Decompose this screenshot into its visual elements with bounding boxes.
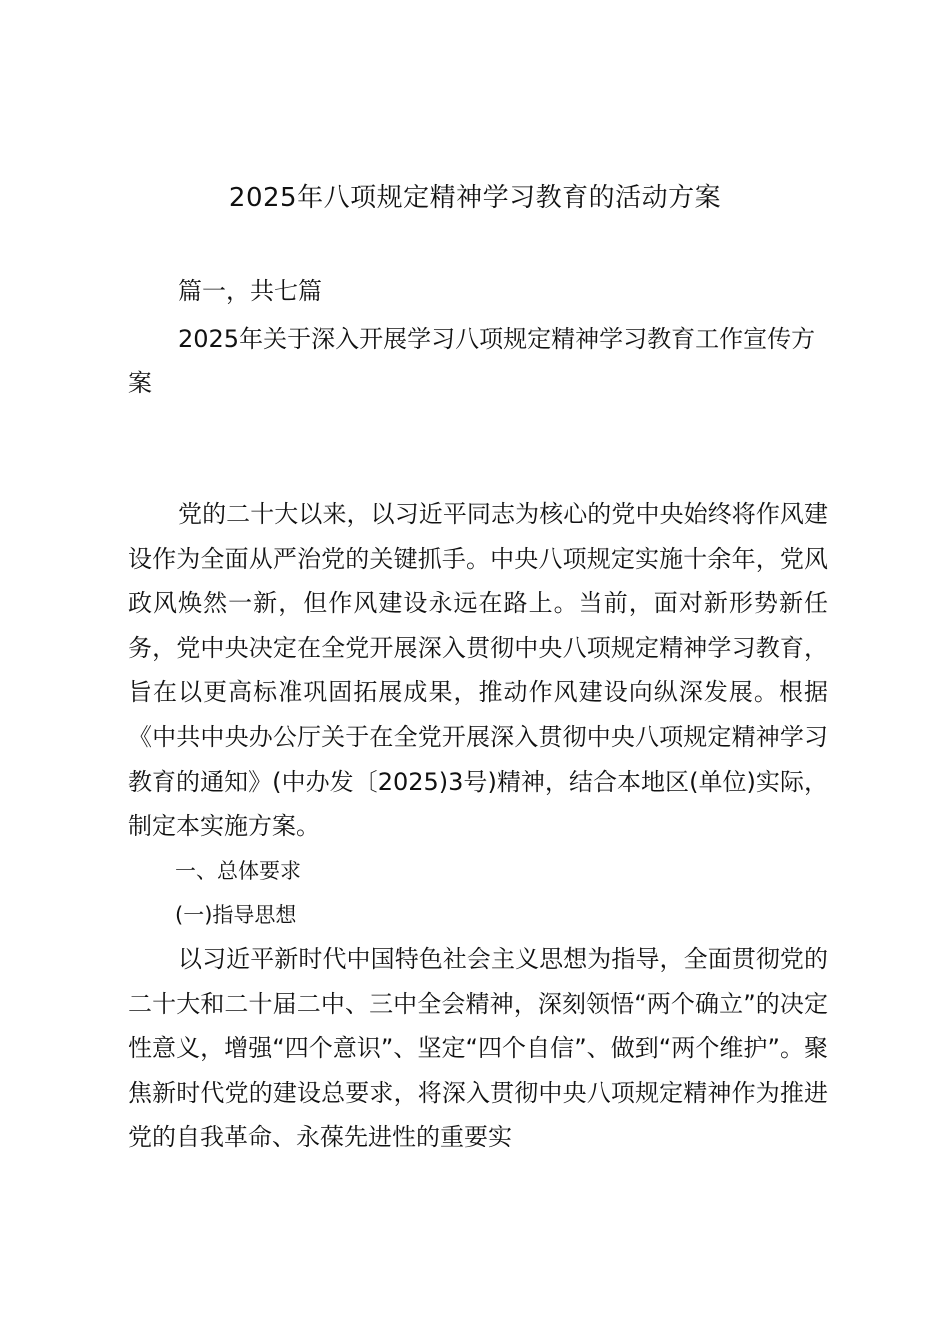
section-heading-general-requirements: 一、总体要求 <box>175 859 301 883</box>
part-label: 篇一，共七篇 <box>178 277 322 305</box>
document-title: 2025年八项规定精神学习教育的活动方案 <box>228 183 722 213</box>
subsection-heading-guiding-thought: (一)指导思想 <box>175 903 297 927</box>
guiding-thought-paragraph: 以习近平新时代中国特色社会主义思想为指导，全面贯彻党的二十大和二十届二中、三中全会精神，深刻领悟“两个确立”的决定性意义，增强“四个意识”、坚定“四个自信”、做到“两个维护”。聚焦新时代党的建设总要求，将深入贯彻中央八项规定精神作为推进党的自我革命、永葆先进性的重要实 <box>128 945 828 1152</box>
part-title: 2025年关于深入开展学习八项规定精神学习教育工作宣传方案 <box>128 325 816 397</box>
intro-paragraph: 党的二十大以来，以习近平同志为核心的党中央始终将作风建设作为全面从严治党的关键抓手。中央八项规定实施十余年，党风政风焕然一新，但作风建设永远在路上。当前，面对新形势新任务，党中央决定在全党开展深入贯彻中央八项规定精神学习教育，旨在以更高标准巩固拓展成果，推动作风建设向纵深发展。根据《中共中央办公厅关于在全党开展深入贯彻中央八项规定精神学习教育的通知》(中办发〔2025)3号)精神，结合本地区(单位)实际，制定本实施方案。 <box>128 500 828 841</box>
